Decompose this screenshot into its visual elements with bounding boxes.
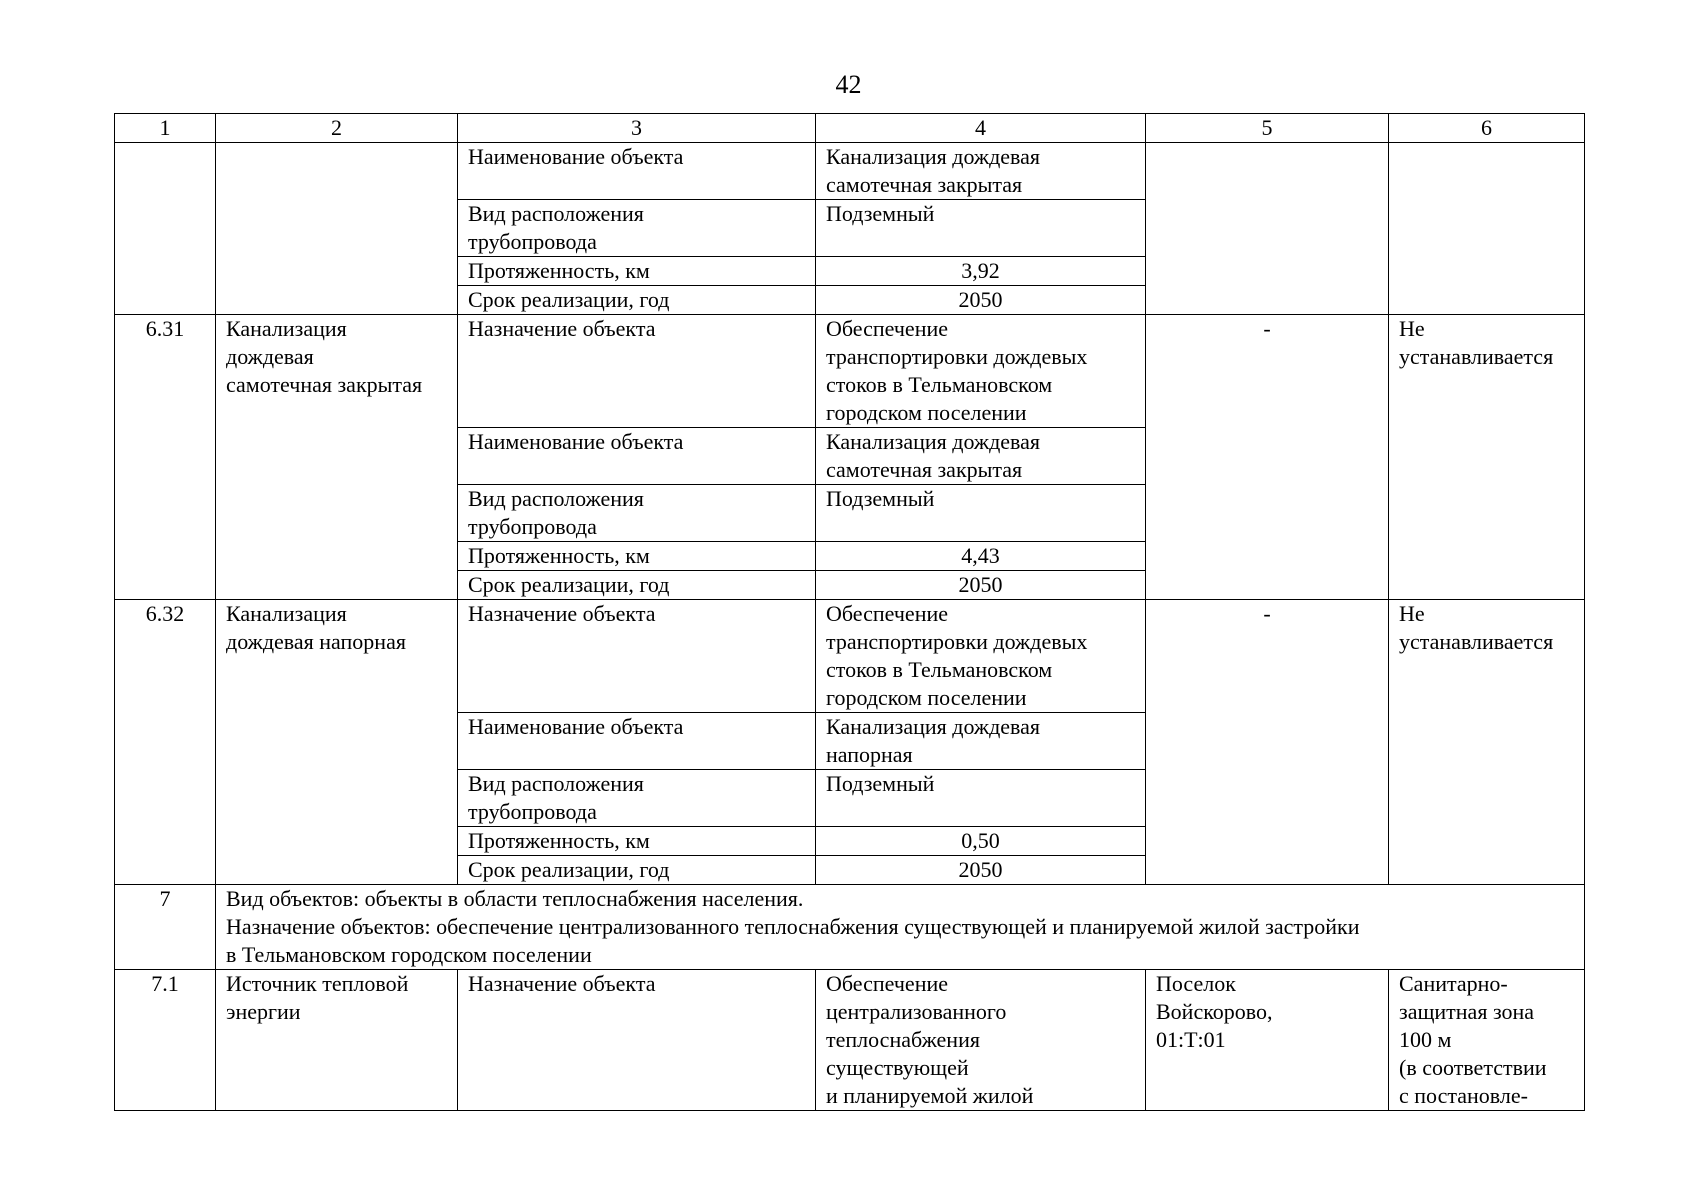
cont-col-2 (216, 143, 458, 315)
purpose-value: Обеспечение транспортировки дождевых стоков в Тельмановском городском поселении (816, 600, 1146, 713)
page-number: 42 (835, 70, 862, 99)
header-col-2: 2 (216, 114, 458, 143)
cont-name-value: Канализация дождевая самотечная закрытая (816, 143, 1146, 200)
purpose-label: Назначение объекта (458, 600, 816, 713)
table-row (115, 143, 1585, 200)
item-number-6-32: 6.32 (115, 600, 216, 885)
length-value: 0,50 (816, 827, 1146, 856)
header-col-6: 6 (1389, 114, 1585, 143)
term-value: 2050 (816, 856, 1146, 885)
planning-table (114, 113, 1585, 1111)
header-col-5: 5 (1146, 114, 1389, 143)
location-label: Вид расположения трубопровода (458, 485, 816, 542)
term-value: 2050 (816, 571, 1146, 600)
location-value: Поселок Войскорово, 01:Т:01 (1146, 970, 1389, 1111)
cont-length-label: Протяженность, км (458, 257, 816, 286)
item-title-6-31: Канализация дождевая самотечная закрытая (216, 315, 458, 600)
zone-value: Санитарно- защитная зона 100 м (в соответствии с постановле- (1389, 970, 1585, 1111)
zone-value: Не устанавливается (1389, 600, 1585, 885)
cont-term-value: 2050 (816, 286, 1146, 315)
item-title-6-32: Канализация дождевая напорная (216, 600, 458, 885)
header-col-1: 1 (115, 114, 216, 143)
purpose-label: Назначение объекта (458, 315, 816, 428)
term-label: Срок реализации, год (458, 571, 816, 600)
name-label: Наименование объекта (458, 428, 816, 485)
purpose-label: Назначение объекта (458, 970, 816, 1111)
section-description-7: Вид объектов: объекты в области теплоснабжения населения. Назначение объектов: обеспечение централизованного теплоснабжения существующей и планируемой жилой застройки в Тельмановском городском поселении (216, 885, 1585, 970)
section-number-7: 7 (115, 885, 216, 970)
purpose-value: Обеспечение транспортировки дождевых стоков в Тельмановском городском поселении (816, 315, 1146, 428)
table-row (115, 970, 1585, 1111)
cont-term-label: Срок реализации, год (458, 286, 816, 315)
location-label: Вид расположения трубопровода (458, 770, 816, 827)
cont-location-label: Вид расположения трубопровода (458, 200, 816, 257)
zone-value: Не устанавливается (1389, 315, 1585, 600)
length-label: Протяженность, км (458, 542, 816, 571)
table-header-row (115, 114, 1585, 143)
item-number-7-1: 7.1 (115, 970, 216, 1111)
item-title-7-1: Источник тепловой энергии (216, 970, 458, 1111)
term-label: Срок реализации, год (458, 856, 816, 885)
purpose-value: Обеспечение централизованного теплоснабжения существующей и планируемой жилой (816, 970, 1146, 1111)
item-number-6-31: 6.31 (115, 315, 216, 600)
cont-location-value: Подземный (816, 200, 1146, 257)
table-row (115, 315, 1585, 428)
cont-col-6 (1389, 143, 1585, 315)
header-col-3: 3 (458, 114, 816, 143)
length-label: Протяженность, км (458, 827, 816, 856)
location-value: Подземный (816, 485, 1146, 542)
name-value: Канализация дождевая самотечная закрытая (816, 428, 1146, 485)
cont-name-label: Наименование объекта (458, 143, 816, 200)
cont-length-value: 3,92 (816, 257, 1146, 286)
header-col-4: 4 (816, 114, 1146, 143)
table-row (115, 600, 1585, 713)
name-value: Канализация дождевая напорная (816, 713, 1146, 770)
section-row-7 (115, 885, 1585, 970)
name-label: Наименование объекта (458, 713, 816, 770)
location-value: Подземный (816, 770, 1146, 827)
cont-col-5 (1146, 143, 1389, 315)
length-value: 4,43 (816, 542, 1146, 571)
location-dash: - (1146, 600, 1389, 885)
cont-col-1 (115, 143, 216, 315)
location-dash: - (1146, 315, 1389, 600)
